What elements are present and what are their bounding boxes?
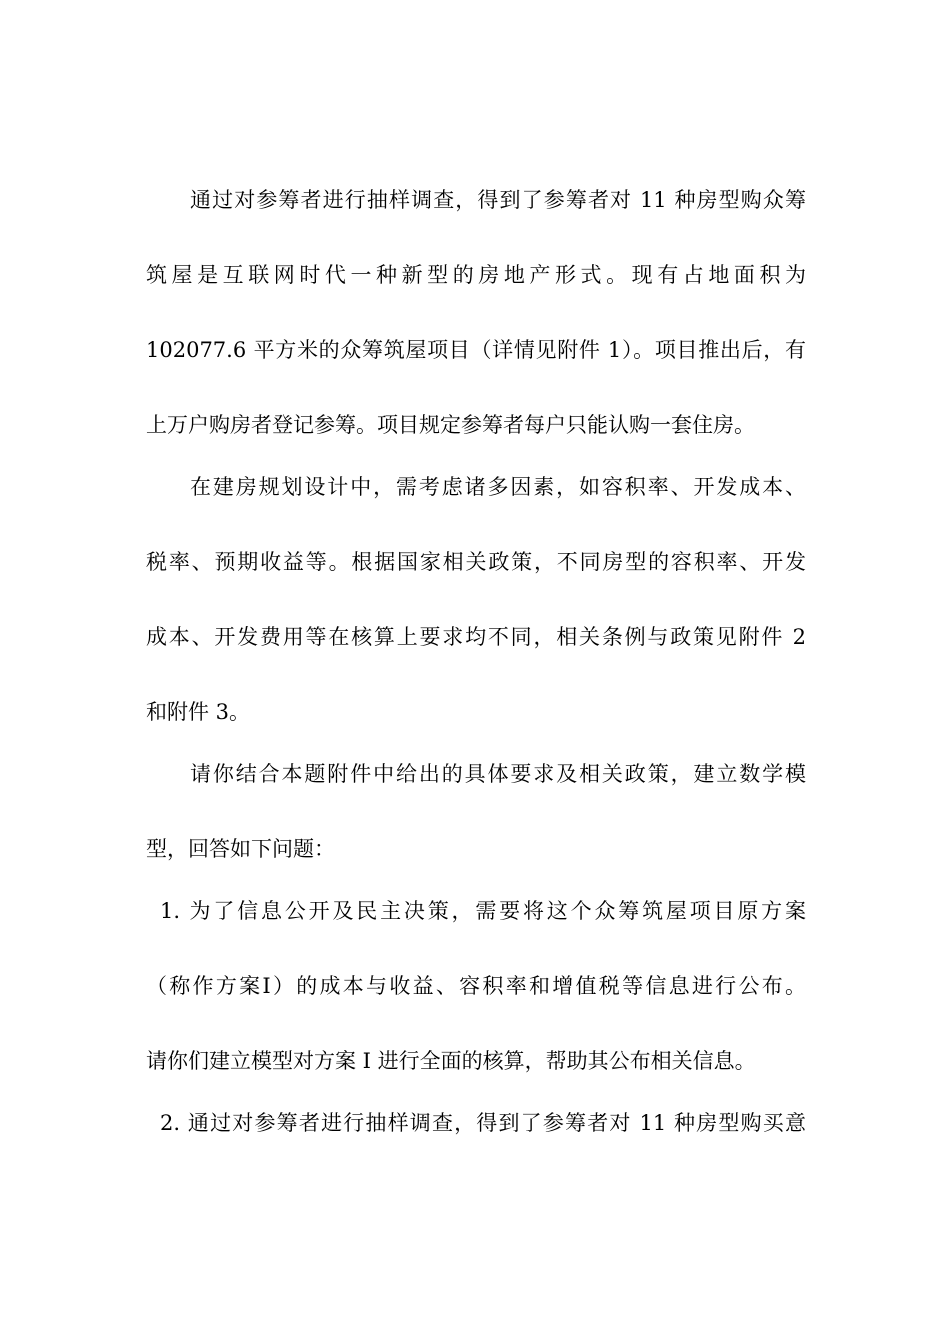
text-line-9: 请你结合本题附件中给出的具体要求及相关政策，建立数学模 <box>190 762 806 786</box>
text-line-3: 102077.6 平方米的众筹筑屋项目（详情见附件 1）。项目推出后，有 <box>146 338 806 362</box>
text-line-2: 筑屋是互联网时代一种新型的房地产形式。现有占地面积为 <box>146 263 806 287</box>
text-line-4: 上万户购房者登记参筹。项目规定参筹者每户只能认购一套住房。 <box>146 413 755 437</box>
text-line-7: 成本、开发费用等在核算上要求均不同，相关条例与政策见附件 2 <box>146 625 806 649</box>
text-line-6: 税率、预期收益等。根据国家相关政策，不同房型的容积率、开发 <box>146 550 806 574</box>
text-line-11: 1. 为了信息公开及民主决策，需要将这个众筹筑屋项目原方案 <box>160 899 806 923</box>
text-line-10: 型，回答如下问题： <box>146 837 335 861</box>
text-line-5: 在建房规划设计中，需考虑诸多因素，如容积率、开发成本、 <box>190 475 806 499</box>
text-line-14: 2. 通过对参筹者进行抽样调查，得到了参筹者对 11 种房型购买意 <box>160 1111 806 1135</box>
text-line-13: 请你们建立模型对方案 I 进行全面的核算，帮助其公布相关信息。 <box>146 1049 756 1073</box>
text-line-1: 通过对参筹者进行抽样调查，得到了参筹者对 11 种房型购众筹 <box>190 188 806 212</box>
text-line-12: （称作方案Ⅰ）的成本与收益、容积率和增值税等信息进行公布。 <box>146 974 806 998</box>
text-line-8: 和附件 3。 <box>146 700 251 724</box>
